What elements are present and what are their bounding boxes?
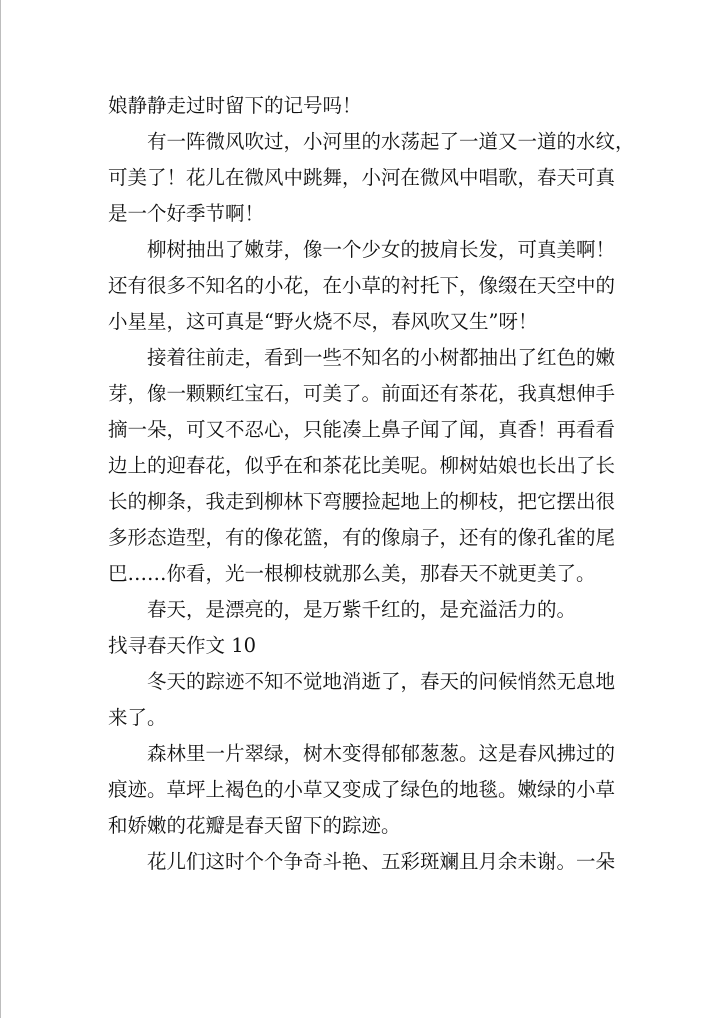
text-line: 可美了！花儿在微风中跳舞，小河在微风中唱歌，春天可真 [108, 166, 616, 189]
page-left-edge [0, 0, 1, 1018]
text-line: 花儿们这时个个争奇斗艳、五彩斑斓且月余未谢。一朵 [147, 850, 616, 873]
text-line: 娘静静走过时留下的记号吗！ [108, 94, 362, 117]
text-line: 还有很多不知名的小花，在小草的衬托下，像缀在天空中的 [108, 274, 616, 297]
text-line: 和娇嫩的花瓣是春天留下的踪迹。 [108, 814, 401, 837]
text-line: 森林里一片翠绿，树木变得郁郁葱葱。这是春风拂过的 [147, 742, 616, 765]
section-heading: 找寻春天作文 10 [108, 634, 257, 657]
text-line: 芽，像一颗颗红宝石，可美了。前面还有茶花，我真想伸手 [108, 382, 616, 405]
text-line: 多形态造型，有的像花篮，有的像扇子，还有的像孔雀的尾 [108, 526, 616, 549]
text-line: 巴……你看，光一根柳枝就那么美，那春天不就更美了。 [108, 562, 596, 585]
text-line: 春天，是漂亮的，是万紫千红的，是充溢活力的。 [147, 598, 577, 621]
text-line: 来了。 [108, 706, 167, 729]
text-line: 摘一朵，可又不忍心，只能凑上鼻子闻了闻，真香！再看看 [108, 418, 616, 441]
text-line: 边上的迎春花，似乎在和茶花比美呢。柳树姑娘也长出了长 [108, 454, 616, 477]
document-body [108, 88, 635, 880]
text-line: 柳树抽出了嫩芽，像一个少女的披肩长发，可真美啊！ [147, 238, 616, 261]
text-line: 长的柳条，我走到柳林下弯腰捡起地上的柳枝，把它摆出很 [108, 490, 616, 513]
text-line: 冬天的踪迹不知不觉地消逝了，春天的问候悄然无息地 [147, 670, 616, 693]
text-line: 有一阵微风吹过，小河里的水荡起了一道又一道的水纹， [147, 130, 635, 153]
text-line: 是一个好季节啊！ [108, 202, 265, 225]
text-line: 小星星，这可真是“野火烧不尽，春风吹又生”呀！ [108, 310, 538, 333]
text-line: 痕迹。草坪上褐色的小草又变成了绿色的地毯。嫩绿的小草 [108, 778, 616, 801]
text-line: 接着往前走，看到一些不知名的小树都抽出了红色的嫩 [147, 346, 616, 369]
